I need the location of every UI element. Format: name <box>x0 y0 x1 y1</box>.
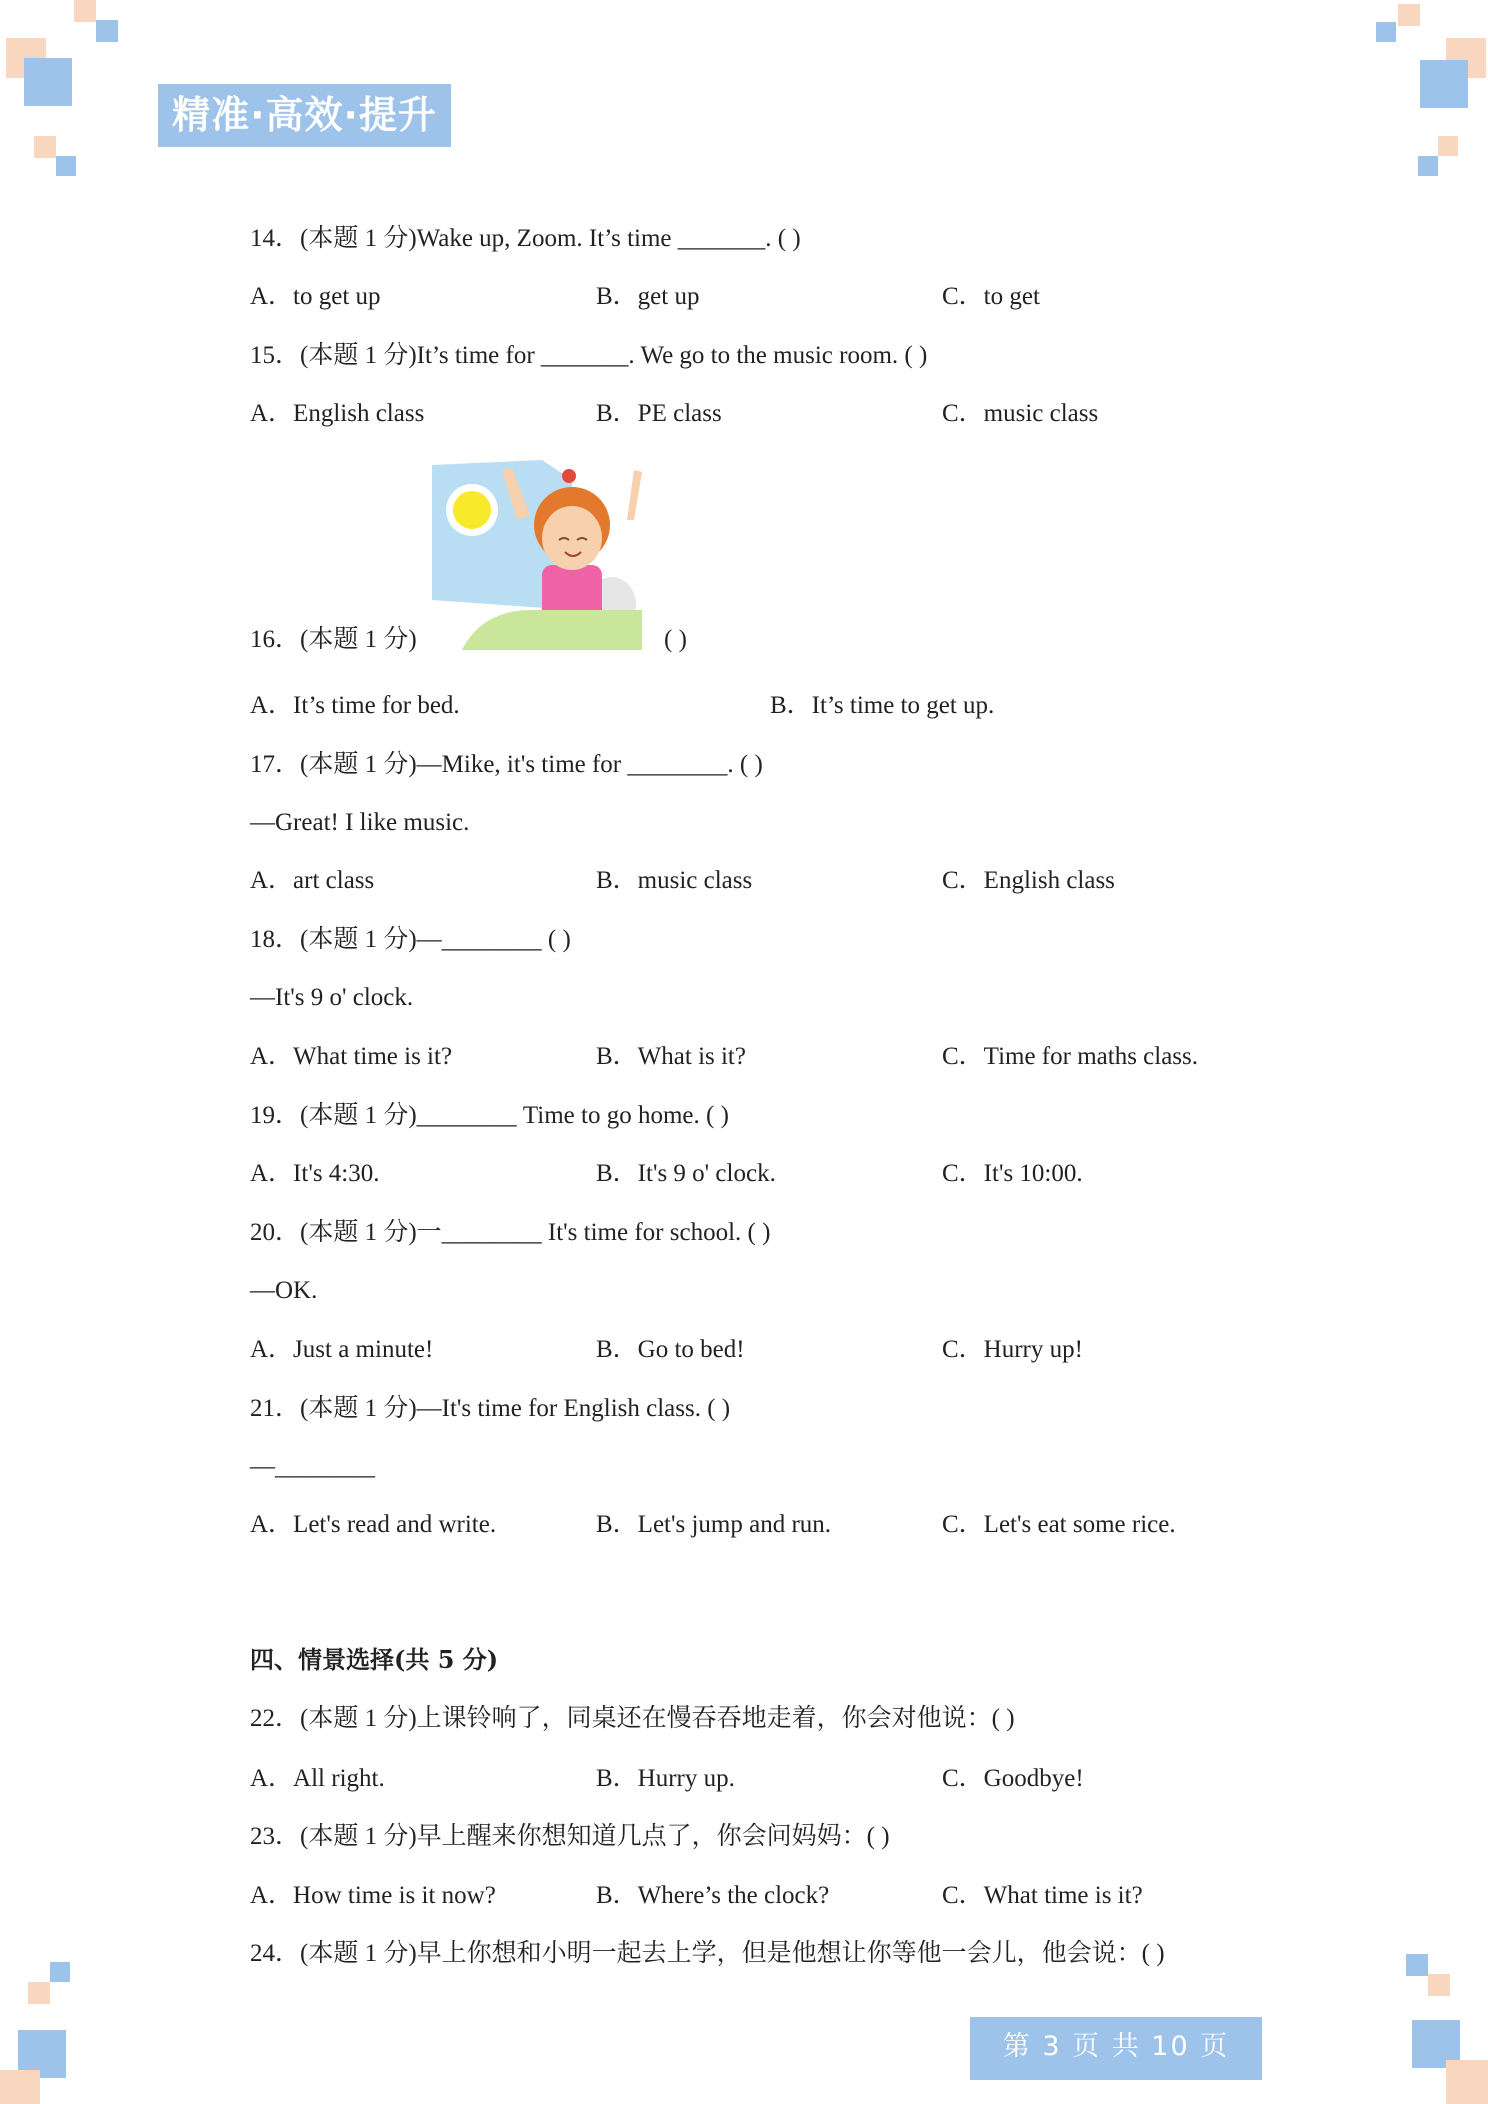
corner-decoration <box>1418 156 1438 176</box>
question-stem: 19．(本题 1 分)________ Time to go home. ( ) <box>250 1102 729 1129</box>
option-b: B．Hurry up. <box>596 1765 735 1792</box>
corner-decoration <box>1446 2060 1488 2104</box>
option-c: C．Goodbye! <box>942 1765 1084 1792</box>
answer-blank: ( ) <box>664 626 687 653</box>
corner-decoration <box>50 1962 70 1982</box>
header-banner: 精准·高效·提升 <box>158 84 451 147</box>
option-c: C．What time is it? <box>942 1882 1143 1909</box>
option-a: A．How time is it now? <box>250 1882 496 1909</box>
dialogue-line: —It's 9 o' clock. <box>250 984 414 1011</box>
question-stem: 22．(本题 1 分)上课铃响了，同桌还在慢吞吞地走着，你会对他说：( ) <box>250 1705 1015 1732</box>
option-c: C．to get <box>942 283 1040 310</box>
question-stem: 17．(本题 1 分)—Mike, it's time for ________. ( ) <box>250 751 763 778</box>
option-a: A．What time is it? <box>250 1043 453 1070</box>
option-c: C．Let's eat some rice. <box>942 1511 1176 1538</box>
option-b: B．What is it? <box>596 1043 746 1070</box>
corner-decoration <box>24 58 72 106</box>
option-c: C．Time for maths class. <box>942 1043 1199 1070</box>
option-a: A．All right. <box>250 1765 385 1792</box>
corner-decoration <box>0 2070 40 2104</box>
question-stem: 21．(本题 1 分)—It's time for English class. ( ) <box>250 1395 731 1422</box>
question-stem: 18．(本题 1 分)—________ ( ) <box>250 926 571 953</box>
option-b: B．Let's jump and run. <box>596 1511 832 1538</box>
option-b: B．music class <box>596 867 753 894</box>
dialogue-line: —OK. <box>250 1277 318 1304</box>
option-a: A．Just a minute! <box>250 1336 434 1363</box>
dialogue-line: —________ <box>250 1453 375 1480</box>
option-b: B．Where’s the clock? <box>596 1882 830 1909</box>
corner-decoration <box>1428 1974 1450 1996</box>
section-heading: 四、情景选择(共 5 分) <box>250 1645 499 1674</box>
option-a: A．to get up <box>250 283 381 310</box>
option-c: C．music class <box>942 400 1099 427</box>
option-a: A．It's 4:30. <box>250 1160 380 1187</box>
option-b: B．It’s time to get up. <box>770 692 995 719</box>
option-b: B．PE class <box>596 400 722 427</box>
corner-decoration <box>56 156 76 176</box>
corner-decoration <box>1406 1954 1428 1976</box>
corner-decoration <box>28 1982 50 2004</box>
question-stem: 20．(本题 1 分)一________ It's time for school. ( ) <box>250 1219 771 1246</box>
option-a: A．Let's read and write. <box>250 1511 497 1538</box>
dialogue-line: —Great! I like music. <box>250 809 470 836</box>
option-b: B．It's 9 o' clock. <box>596 1160 776 1187</box>
question-stem: 24．(本题 1 分)早上你想和小明一起去上学，但是他想让你等他一会儿，他会说：( ) <box>250 1940 1165 1967</box>
option-a: A．It’s time for bed. <box>250 692 460 719</box>
corner-decoration <box>1376 22 1396 42</box>
option-c: C．Hurry up! <box>942 1336 1083 1363</box>
option-b: B．get up <box>596 283 700 310</box>
page-number-footer: 第 3 页 共 10 页 <box>970 2017 1262 2080</box>
option-b: B．Go to bed! <box>596 1336 745 1363</box>
corner-decoration <box>1438 136 1458 156</box>
corner-decoration <box>1398 4 1420 26</box>
question-stem: 14．(本题 1 分)Wake up, Zoom. It’s time _______. ( ) <box>250 225 801 252</box>
option-c: C．English class <box>942 867 1115 894</box>
question-stem: 15．(本题 1 分)It’s time for _______. We go to the music room. ( ) <box>250 342 928 369</box>
question-stem: 16．(本题 1 分) <box>250 626 417 653</box>
corner-decoration <box>96 20 118 42</box>
option-a: A．art class <box>250 867 375 894</box>
corner-decoration <box>1420 60 1468 108</box>
corner-decoration <box>34 136 56 158</box>
question-stem: 23．(本题 1 分)早上醒来你想知道几点了，你会问妈妈：( ) <box>250 1823 890 1850</box>
option-a: A．English class <box>250 400 425 427</box>
corner-decoration <box>74 0 96 22</box>
option-c: C．It's 10:00. <box>942 1160 1083 1187</box>
girl-waking-up-illustration <box>422 460 642 650</box>
